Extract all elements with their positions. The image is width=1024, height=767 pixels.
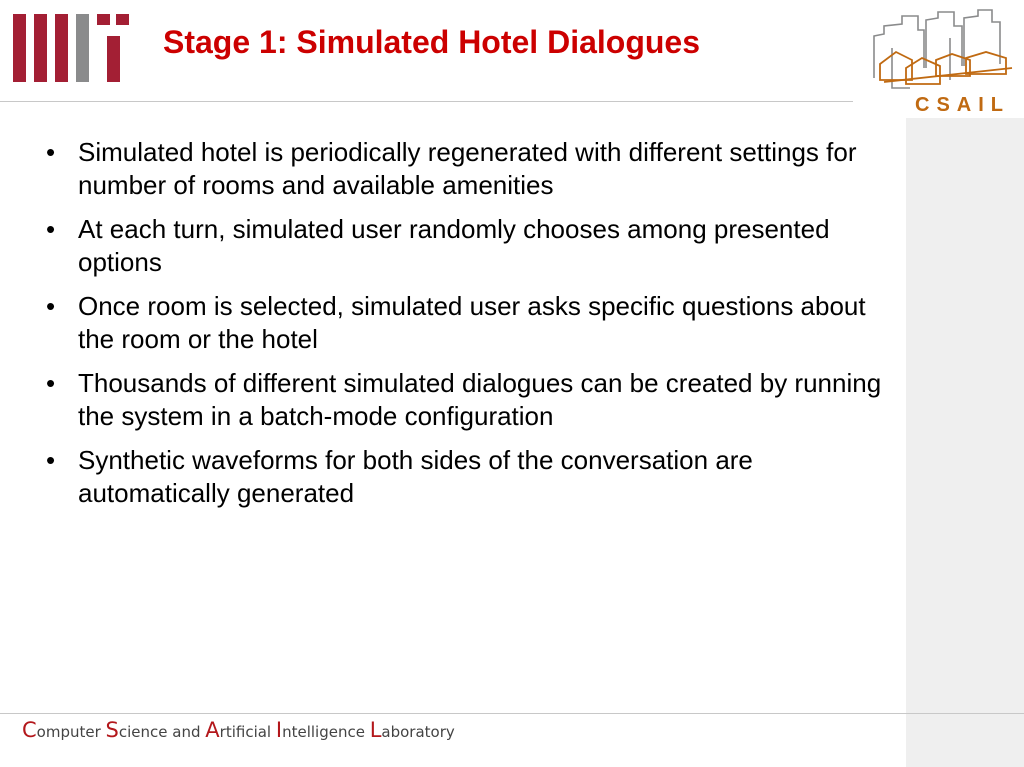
bullet-marker: • (46, 445, 56, 475)
footer-initial: L (369, 718, 382, 742)
csail-logo-text: CSAIL (915, 94, 1010, 116)
footer-word: cience and (118, 723, 206, 741)
footer-word: ntelligence (282, 723, 370, 741)
bullet-marker: • (46, 214, 56, 244)
bullet-item (44, 367, 904, 433)
footer-lab-name (22, 718, 455, 742)
bullet-text: Thousands of different simulated dialogues can be created by running the system in a batch-mode configuration (78, 368, 882, 431)
mit-logo-bar (97, 14, 110, 25)
bullet-text: Simulated hotel is periodically regenerated with different settings for number of rooms and available amenities (78, 137, 857, 200)
header-divider (0, 101, 853, 102)
footer-word: aboratory (381, 723, 455, 741)
footer-word: rtificial (219, 723, 276, 741)
mit-logo (13, 14, 129, 82)
bullet-text: At each turn, simulated user randomly chooses among presented options (78, 214, 830, 277)
bullet-item (44, 444, 904, 510)
bullet-text: Once room is selected, simulated user asks specific questions about the room or the hotel (78, 291, 866, 354)
bullet-marker: • (46, 137, 56, 167)
slide-title: Stage 1: Simulated Hotel Dialogues (163, 24, 700, 60)
mit-logo-bar (13, 14, 26, 82)
footer-initial: A (205, 718, 220, 742)
footer-word: omputer (36, 723, 106, 741)
csail-logo (866, 8, 1016, 94)
side-panel (906, 118, 1024, 767)
mit-logo-bar (76, 14, 89, 82)
bullet-marker: • (46, 368, 56, 398)
bullet-text: Synthetic waveforms for both sides of the conversation are automatically generated (78, 445, 753, 508)
mit-logo-bar (107, 36, 120, 82)
bullet-item (44, 290, 904, 356)
footer-divider (0, 713, 1024, 714)
bullet-marker: • (46, 291, 56, 321)
mit-logo-bar (116, 14, 129, 25)
footer-initial: S (105, 718, 119, 742)
mit-logo-bar (34, 14, 47, 82)
footer-initial: I (275, 718, 283, 742)
mit-logo-bar (55, 14, 68, 82)
bullet-item (44, 213, 904, 279)
bullet-list (44, 136, 904, 521)
footer-initial: C (22, 718, 37, 742)
bullet-item (44, 136, 904, 202)
